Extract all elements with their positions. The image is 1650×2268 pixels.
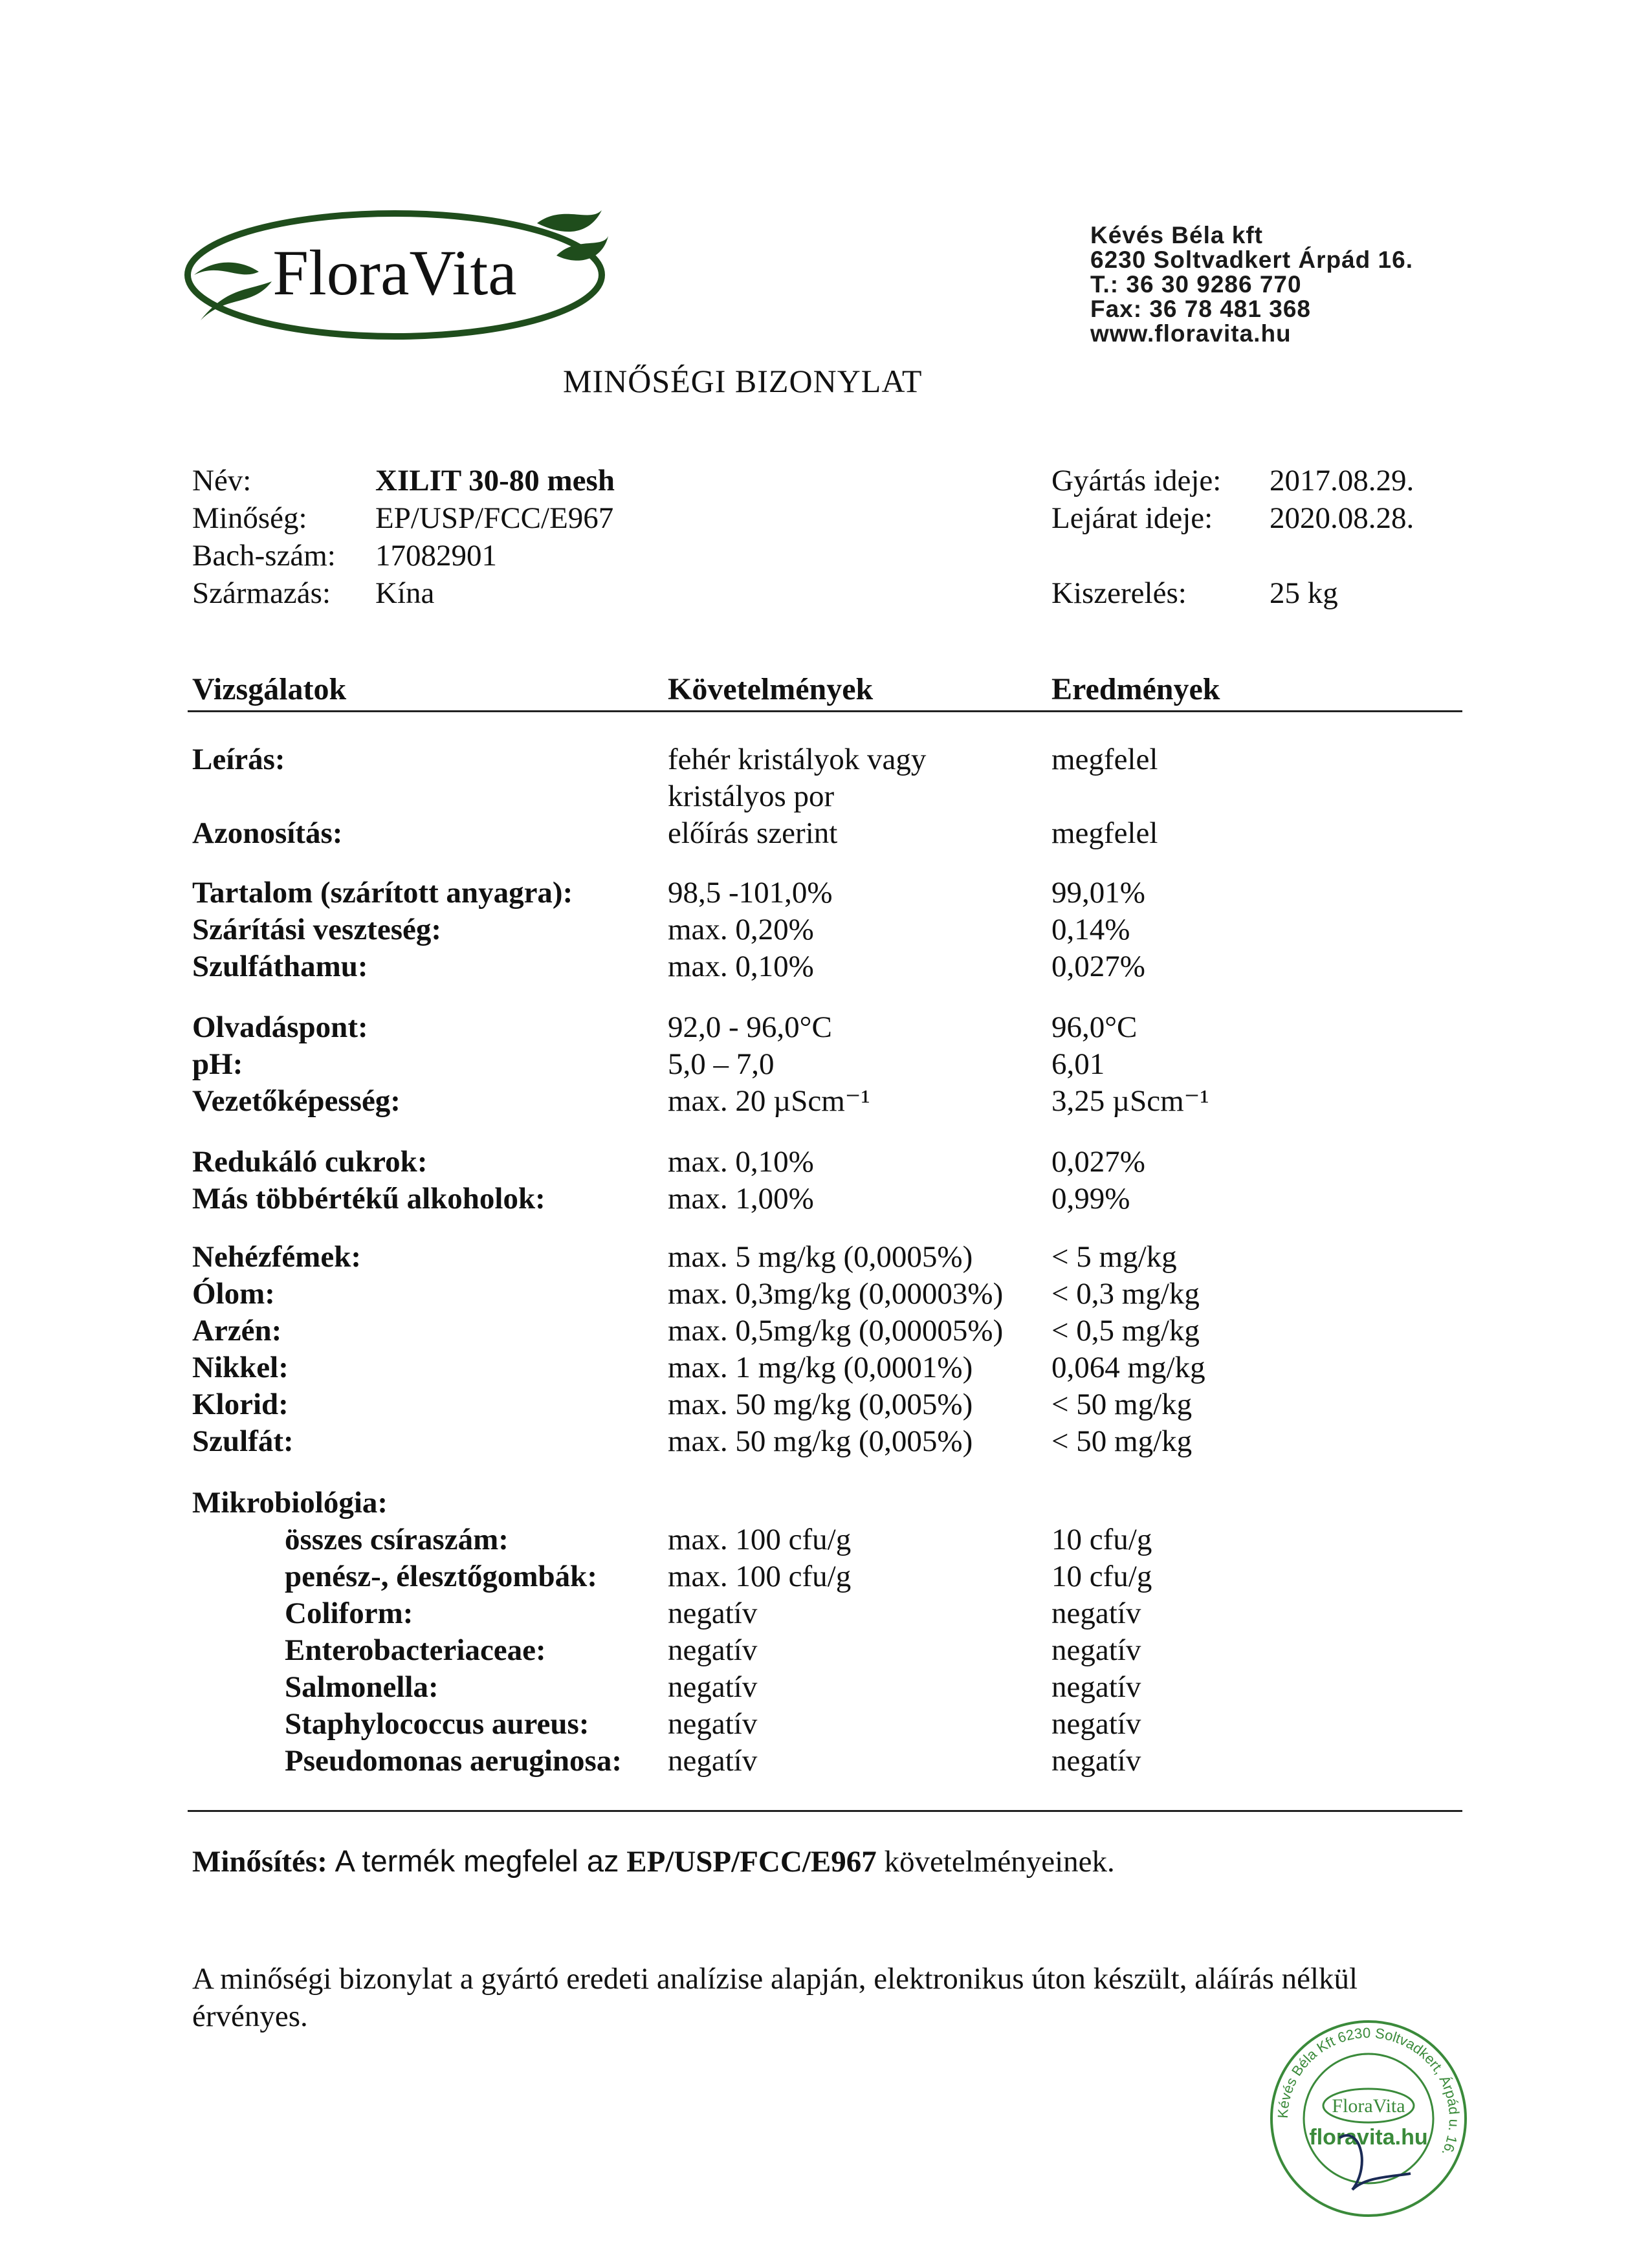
leaf-icon <box>537 210 602 232</box>
stamp-ring-text: Kévés Béla Kft 6230 Soltvadkert, Árpád u. 16. <box>1274 2024 1463 2159</box>
table-row: Más többértékű alkoholok: max. 1,00% 0,99% <box>192 1182 1130 1216</box>
expiry-date-value: 2020.08.28. <box>1270 501 1414 535</box>
table-row: Nikkel: max. 1 mg/kg (0,0001%) 0,064 mg/kg <box>192 1351 1205 1384</box>
company-phone: T.: 36 30 9286 770 <box>1090 271 1302 298</box>
header-tests: Vizsgálatok <box>192 672 347 706</box>
stamp-web: floravita.hu <box>1309 2125 1428 2150</box>
name-label: Név: <box>192 464 252 497</box>
stamp-graphic <box>1262 2015 1475 2222</box>
table-row: Staphylococcus aureus: negatív negatív <box>285 1707 1141 1741</box>
packaging-label: Kiszerelés: <box>1051 576 1187 610</box>
company-stamp <box>1262 2015 1475 2222</box>
company-info <box>1090 223 1413 346</box>
expiry-date-label: Lejárat ideje: <box>1051 501 1213 535</box>
logo-wordmark: FloraVita <box>272 237 517 309</box>
batch-value: 17082901 <box>375 539 497 572</box>
floravita-logo <box>175 197 615 353</box>
packaging-value: 25 kg <box>1270 576 1338 610</box>
table-row: penész-, élesztőgombák: max. 100 cfu/g 10 cfu/g <box>285 1560 1152 1593</box>
quality-value: EP/USP/FCC/E967 <box>375 501 614 535</box>
document-title: MINŐSÉGI BIZONYLAT <box>563 363 923 399</box>
stamp-brand: FloraVita <box>1332 2095 1405 2117</box>
table-row: Szulfát: max. 50 mg/kg (0,005%) < 50 mg/kg <box>192 1424 1193 1458</box>
production-date-value: 2017.08.29. <box>1270 464 1414 497</box>
table-row: Arzén: max. 0,5mg/kg (0,00005%) < 0,5 mg/kg <box>192 1314 1200 1347</box>
table-row: Klorid: max. 50 mg/kg (0,005%) < 50 mg/kg <box>192 1388 1193 1421</box>
logo-graphic <box>175 197 615 353</box>
production-date-label: Gyártás ideje: <box>1051 464 1222 497</box>
header-results: Eredmények <box>1051 672 1220 706</box>
table-row: Ólom: max. 0,3mg/kg (0,00003%) < 0,3 mg/kg <box>192 1277 1200 1311</box>
table-row: Vezetőképesség: max. 20 µScm⁻¹ 3,25 µScm⁻¹ <box>192 1084 1209 1118</box>
table-row: Leírás: fehér kristályok vagy megfelel <box>192 743 1158 776</box>
header-requirements: Követelmények <box>668 672 874 706</box>
origin-label: Származás: <box>192 576 331 610</box>
qualification-label: Minősítés: <box>192 1845 327 1879</box>
table-row: Enterobacteriaceae: negatív negatív <box>285 1633 1141 1667</box>
table-row: Szárítási veszteség: max. 0,20% 0,14% <box>192 913 1130 946</box>
table-row: összes csíraszám: max. 100 cfu/g 10 cfu/g <box>285 1523 1152 1556</box>
table-row: Pseudomonas aeruginosa: negatív negatív <box>285 1744 1141 1778</box>
table-row: kristályos por <box>668 780 835 813</box>
qualification-line <box>192 1842 1115 1881</box>
table-row: Azonosítás: előírás szerint megfelel <box>192 816 1158 850</box>
company-web: www.floravita.hu <box>1090 320 1292 347</box>
company-name: Kévés Béla kft <box>1090 222 1263 248</box>
header-rule <box>188 710 1462 712</box>
table-row: Olvadáspont: 92,0 - 96,0°C 96,0°C <box>192 1010 1138 1044</box>
batch-label: Bach-szám: <box>192 539 336 572</box>
quality-label: Minőség: <box>192 501 307 535</box>
qualification-standard: EP/USP/FCC/E967 <box>626 1845 877 1879</box>
note-line-1: A minőségi bizonylat a gyártó eredeti analízise alapján, elektronikus úton készült, aláírás nélkül <box>192 1962 1358 1996</box>
table-row: Nehézfémek: max. 5 mg/kg (0,0005%) < 5 mg/kg <box>192 1240 1177 1274</box>
note-line-2: érvényes. <box>192 2000 308 2033</box>
table-row: Salmonella: negatív negatív <box>285 1670 1141 1704</box>
company-address: 6230 Soltvadkert Árpád 16. <box>1090 246 1413 273</box>
qualification-text-pre: A termék megfelel az <box>335 1844 619 1878</box>
leaf-icon <box>194 263 259 275</box>
footer-rule <box>188 1810 1462 1812</box>
table-row: Mikrobiológia: <box>192 1486 388 1520</box>
origin-value: Kína <box>375 576 435 610</box>
table-row: Coliform: negatív negatív <box>285 1597 1141 1630</box>
company-fax: Fax: 36 78 481 368 <box>1090 296 1311 322</box>
table-row: pH: 5,0 – 7,0 6,01 <box>192 1047 1105 1081</box>
table-row: Redukáló cukrok: max. 0,10% 0,027% <box>192 1145 1145 1179</box>
name-value: XILIT 30-80 mesh <box>375 464 615 497</box>
table-row: Szulfáthamu: max. 0,10% 0,027% <box>192 950 1145 983</box>
table-row: Tartalom (szárított anyagra): 98,5 -101,0% 99,01% <box>192 876 1145 910</box>
qualification-text-post: követelményeinek. <box>884 1845 1115 1879</box>
